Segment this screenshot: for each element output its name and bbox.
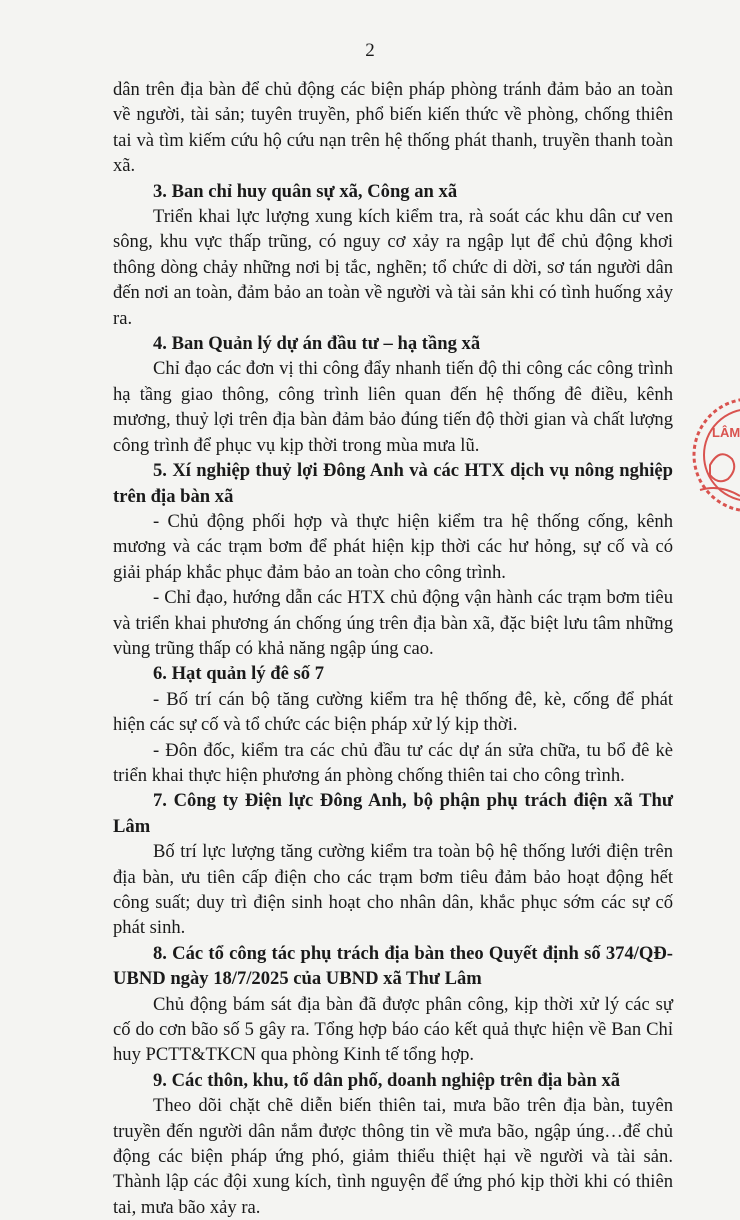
red-seal-stamp [690, 395, 740, 515]
page-number: 2 [365, 40, 375, 61]
document-body [113, 77, 673, 1220]
heading-section-7: 7. Công ty Điện lực Đông Anh, bộ phận phụ trách điện xã Thư Lâm [113, 790, 673, 837]
heading-section-8: 8. Các tổ công tác phụ trách địa bàn theo Quyết định số 374/QĐ-UBND ngày 18/7/2025 của UBND xã Thư Lâm [113, 942, 673, 990]
paragraph-intro-continued: dân trên địa bàn để chủ động các biện pháp phòng tránh đảm bảo an toàn về người, tài sản; tuyên truyền, phổ biến kiến thức về phòng, chống thiên tai và tìm kiếm cứu hộ cứu nạn trên hệ thống phát thanh, truyền thanh toàn xã. [113, 79, 673, 177]
paragraph-section-5-item-1: - Chủ động phối hợp và thực hiện kiểm tra hệ thống cống, kênh mương và các trạm bơm để phát hiện kịp thời các hư hỏng, sự cố và có giải pháp khắc phục đảm bảo an toàn cho công trình. [113, 510, 673, 583]
paragraph-section-6-item-1: - Bố trí cán bộ tăng cường kiểm tra hệ thống đê, kè, cống để phát hiện các sự cố và tổ chức các biện pháp xử lý kịp thời. [113, 688, 673, 736]
heading-section-9: 9. Các thôn, khu, tổ dân phố, doanh nghiệp trên địa bàn xã [153, 1069, 621, 1091]
paragraph-section-5-item-2: - Chỉ đạo, hướng dẫn các HTX chủ động vận hành các trạm bơm tiêu và triển khai phương án chống úng trên địa bàn xã, đặc biệt lưu tâm những vùng trũng thấp có khả năng ngập úng cao. [113, 587, 673, 659]
heading-section-6: 6. Hạt quản lý đê số 7 [153, 663, 324, 685]
paragraph-section-7: Bố trí lực lượng tăng cường kiểm tra toàn bộ hệ thống lưới điện trên địa bàn, ưu tiên cấp điện cho các trạm bơm tiêu đảm bảo hoạt động hết công suất; duy trì điện sinh hoạt cho nhân dân, khắc phục sớm các sự cố phát sinh. [113, 841, 673, 939]
paragraph-section-9: Theo dõi chặt chẽ diễn biến thiên tai, mưa bão trên địa bàn, tuyên truyền đến người dân nắm được thông tin về mưa bão, ngập úng…để chủ động các biện pháp ứng phó, giảm thiểu thiệt hại về người và tài sản. Thành lập các đội xung kích, tình nguyện để ứng phó kịp thời khi có thiên tai, mưa bão xảy ra. [113, 1095, 673, 1218]
paragraph-section-6-item-2: - Đôn đốc, kiểm tra các chủ đầu tư các dự án sửa chữa, tu bổ đê kè triển khai thực hiện phương án phòng chống thiên tai cho công trình. [113, 739, 673, 786]
heading-section-4: 4. Ban Quản lý dự án đầu tư – hạ tầng xã [153, 333, 481, 355]
stamp-text: LÂM [712, 425, 740, 440]
heading-section-3: 3. Ban chỉ huy quân sự xã, Công an xã [153, 180, 458, 202]
paragraph-section-8: Chủ động bám sát địa bàn đã được phân công, kịp thời xử lý các sự cố do cơn bão số 5 gây ra. Tổng hợp báo cáo kết quả thực hiện về Ban Chỉ huy PCTT&TKCN qua phòng Kinh tế tổng hợp. [113, 993, 673, 1066]
paragraph-section-3: Triển khai lực lượng xung kích kiểm tra, rà soát các khu dân cư ven sông, khu vực thấp trũng, có nguy cơ xảy ra ngập lụt để chủ động khơi thông dòng chảy những nơi bị tắc, nghẽn; tổ chức di dời, sơ tán người dân đến nơi an toàn, đảm bảo an toàn về người và tài sản khi có tình huống xảy ra. [113, 206, 673, 329]
paragraph-section-4: Chỉ đạo các đơn vị thi công đẩy nhanh tiến độ thi công các công trình hạ tầng giao thông, công trình liên quan đến hệ thống đê điều, kênh mương, thuỷ lợi trên địa bàn đảm bảo đúng tiến độ thời gian và chất lượng công trình để phục vụ kịp thời trong mùa mưa lũ. [113, 358, 673, 456]
heading-section-5: 5. Xí nghiệp thuỷ lợi Đông Anh và các HTX dịch vụ nông nghiệp trên địa bàn xã [113, 460, 673, 507]
